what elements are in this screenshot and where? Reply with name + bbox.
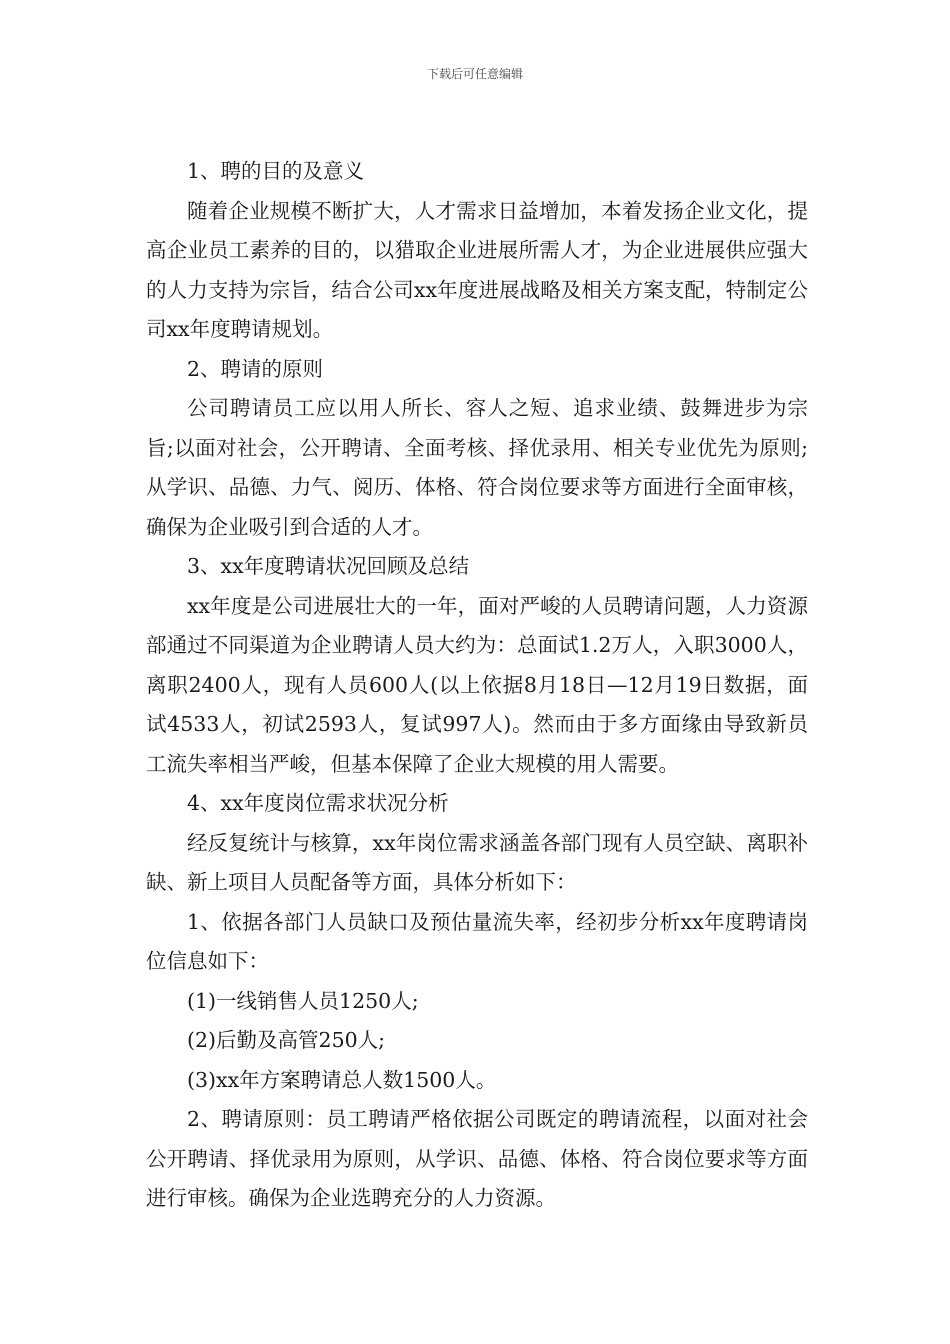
section-heading-purpose: 1、聘的目的及意义: [187, 159, 365, 183]
section-heading-demand: 4、xx年度岗位需求状况分析: [187, 791, 449, 815]
section-heading-principles: 2、聘请的原则: [187, 356, 324, 381]
section-heading-review: 3、xx年度聘请状况回顾及总结: [187, 554, 470, 578]
paragraph-review: xx年度是公司进展壮大的一年，面对严峻的人员聘请问题，人力资源部通过不同渠道为企业聘请人员大约为：总面试1.2万人，入职3000人，离职2400人，现有人员600人(以上依据8月18日—12月19日数据，面试4533人，初试2593人，复试997人)。然而由于多方面缘由导致新员工流失率相当严峻，但基本保障了企业大规模的用人需要。: [146, 593, 808, 776]
paragraph-principles: 公司聘请员工应以用人所长、容人之短、追求业绩、鼓舞进步为宗旨;以面对社会，公开聘请、全面考核、择优录用、相关专业优先为原则;从学识、品德、力气、阅历、体格、符合岗位要求等方面进行全面审核，确保为企业吸引到合适的人才。: [146, 396, 808, 539]
list-item-logistics: (2)后勤及高管250人;: [187, 1028, 386, 1052]
list-item-total: (3)xx年方案聘请总人数1500人。: [187, 1067, 497, 1092]
paragraph-purpose: 随着企业规模不断扩大，人才需求日益增加，本着发扬企业文化，提高企业员工素养的目的，以猎取企业进展所需人才，为企业进展供应强大的人力支持为宗旨，结合公司xx年度进展战略及相关方案支配，特制定公司xx年度聘请规划。: [146, 198, 808, 341]
list-item-sales: (1)一线销售人员1250人;: [187, 988, 419, 1013]
paragraph-demand-item-1: 1、依据各部门人员缺口及预估量流失率，经初步分析xx年度聘请岗位信息如下：: [146, 909, 808, 973]
paragraph-demand-item-2: 2、聘请原则：员工聘请严格依据公司既定的聘请流程，以面对社会公开聘请、择优录用为原则，从学识、品德、体格、符合岗位要求等方面进行审核。确保为企业选聘充分的人力资源。: [146, 1107, 808, 1210]
paragraph-demand-intro: 经反复统计与核算，xx年岗位需求涵盖各部门现有人员空缺、离职补缺、新上项目人员配备等方面，具体分析如下：: [146, 830, 808, 894]
document-body: [146, 152, 808, 1219]
page-header-note: 下载后可任意编辑: [426, 67, 523, 81]
